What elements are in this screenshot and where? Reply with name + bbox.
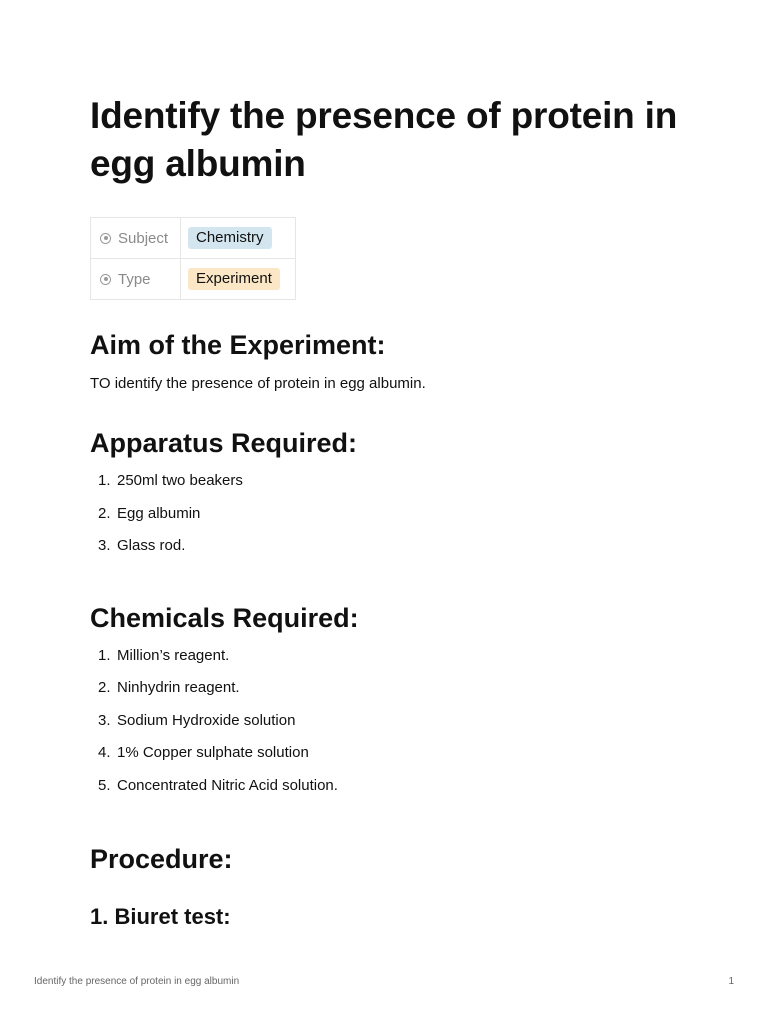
apparatus-list	[90, 471, 690, 569]
list-item: 3. Glass rod.	[90, 536, 690, 569]
list-item-text: Glass rod.	[117, 537, 186, 554]
footer-page-number: 1	[728, 976, 734, 987]
list-item: 1. Million’s reagent.	[90, 646, 690, 679]
list-item-text: 1% Copper sulphate solution	[117, 744, 309, 761]
apparatus-heading: Apparatus Required:	[90, 428, 358, 458]
list-item-text: Million’s reagent.	[117, 646, 230, 664]
property-select-icon	[100, 233, 111, 244]
property-row-type	[91, 259, 296, 300]
list-item: 1. 250ml two beakers	[90, 471, 690, 504]
list-item: 2. Egg albumin	[90, 504, 690, 537]
list-item-text: Sodium Hydroxide solution	[117, 711, 296, 729]
list-item: 4. 1% Copper sulphate solution	[90, 743, 690, 776]
property-select-icon	[100, 274, 111, 285]
property-key-cell	[91, 218, 181, 259]
footer-title: Identify the presence of protein in egg albumin	[34, 976, 240, 987]
page-title: Identify the presence of protein in egg albumin	[90, 95, 678, 184]
property-value-cell	[181, 218, 296, 259]
list-item: 2. Ninhydrin reagent.	[90, 678, 690, 711]
property-key-subject: Subject	[118, 229, 169, 247]
property-key-type: Type	[118, 270, 151, 288]
biuret-test-heading: 1. Biuret test:	[90, 904, 231, 929]
aim-heading: Aim of the Experiment:	[90, 330, 386, 360]
chemicals-heading: Chemicals Required:	[90, 602, 359, 633]
procedure-heading: Procedure:	[90, 844, 233, 874]
list-item: 3. Sodium Hydroxide solution	[90, 711, 690, 744]
list-item-text: Egg albumin	[117, 504, 201, 522]
aim-text: TO identify the presence of protein in egg albumin.	[90, 375, 426, 392]
property-key-cell	[91, 259, 181, 300]
chemicals-list	[90, 646, 690, 809]
document-page	[90, 92, 690, 931]
property-value-cell	[181, 259, 296, 300]
list-item: 5. Concentrated Nitric Acid solution.	[90, 776, 690, 809]
list-item-text: 250ml two beakers	[117, 472, 243, 489]
subject-tag: Chemistry	[188, 227, 272, 249]
list-item-text: Ninhydrin reagent.	[117, 679, 240, 696]
properties-table	[90, 217, 296, 300]
type-tag: Experiment	[188, 268, 280, 290]
property-row-subject	[91, 218, 296, 259]
list-item-text: Concentrated Nitric Acid solution.	[117, 776, 338, 794]
